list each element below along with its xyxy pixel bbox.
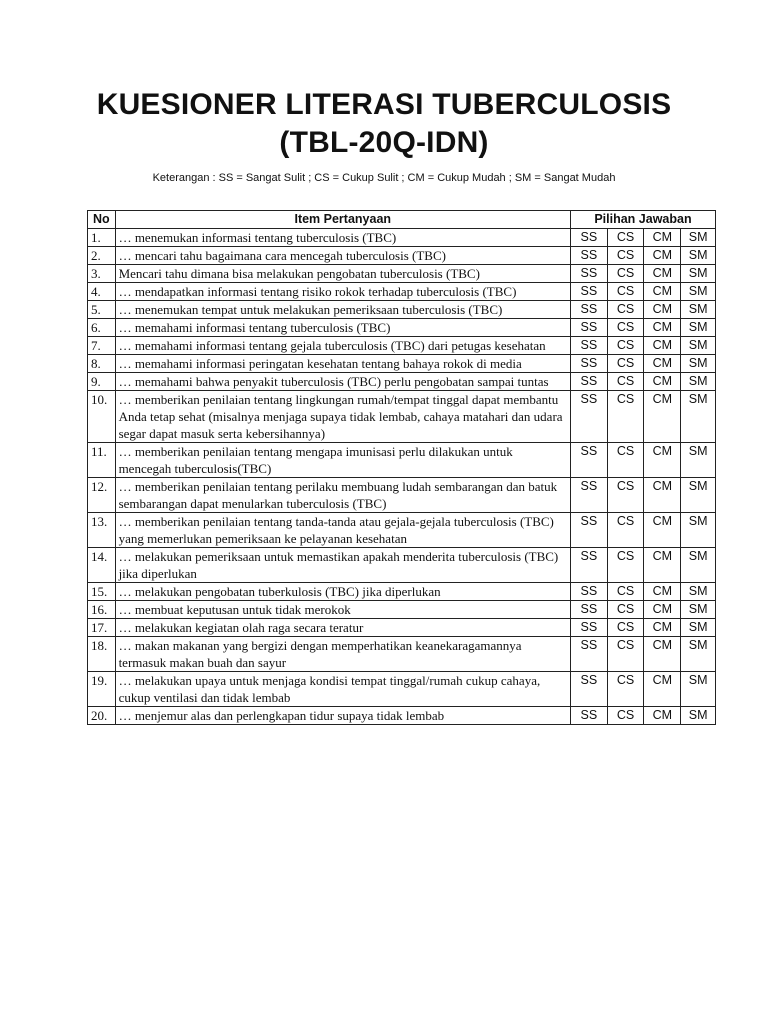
answer-option-cs[interactable]: CS [607, 619, 644, 637]
header-options: Pilihan Jawaban [570, 211, 715, 229]
answer-option-ss[interactable]: SS [570, 247, 607, 265]
answer-option-sm[interactable]: SM [681, 513, 716, 548]
row-number: 8. [88, 355, 116, 373]
answer-option-sm[interactable]: SM [681, 355, 716, 373]
header-item: Item Pertanyaan [115, 211, 570, 229]
table-row [88, 583, 716, 601]
table-row [88, 319, 716, 337]
answer-option-cm[interactable]: CM [644, 548, 681, 583]
question-text: … memahami informasi peringatan kesehatan tentang bahaya rokok di media [115, 355, 570, 373]
answer-option-sm[interactable]: SM [681, 672, 716, 707]
question-text: … melakukan kegiatan olah raga secara teratur [115, 619, 570, 637]
answer-option-cm[interactable]: CM [644, 229, 681, 247]
question-text: … melakukan pengobatan tuberkulosis (TBC) jika diperlukan [115, 583, 570, 601]
answer-option-cs[interactable]: CS [607, 707, 644, 725]
answer-option-cs[interactable]: CS [607, 337, 644, 355]
answer-option-ss[interactable]: SS [570, 391, 607, 443]
answer-option-cm[interactable]: CM [644, 672, 681, 707]
answer-option-sm[interactable]: SM [681, 707, 716, 725]
answer-option-cm[interactable]: CM [644, 337, 681, 355]
answer-option-ss[interactable]: SS [570, 637, 607, 672]
table-row [88, 229, 716, 247]
question-text: … memberikan penilaian tentang lingkungan rumah/tempat tinggal dapat membantu Anda tetap sehat (misalnya menjaga supaya tidak lembab, cahaya matahari dan udara segar dapat masuk serta kebersihannya) [115, 391, 570, 443]
answer-option-ss[interactable]: SS [570, 619, 607, 637]
row-number: 1. [88, 229, 116, 247]
answer-option-cs[interactable]: CS [607, 672, 644, 707]
row-number: 5. [88, 301, 116, 319]
question-text: … memahami informasi tentang tuberculosis (TBC) [115, 319, 570, 337]
question-text: … memahami bahwa penyakit tuberculosis (TBC) perlu pengobatan sampai tuntas [115, 373, 570, 391]
answer-option-cs[interactable]: CS [607, 583, 644, 601]
answer-option-ss[interactable]: SS [570, 707, 607, 725]
table-row [88, 337, 716, 355]
question-text: … melakukan pemeriksaan untuk memastikan apakah menderita tuberculosis (TBC) jika diperlukan [115, 548, 570, 583]
row-number: 7. [88, 337, 116, 355]
table-row [88, 391, 716, 443]
answer-option-ss[interactable]: SS [570, 513, 607, 548]
question-text: … melakukan upaya untuk menjaga kondisi tempat tinggal/rumah cukup cahaya, cukup ventilasi dan tidak lembab [115, 672, 570, 707]
table-row [88, 637, 716, 672]
answer-option-ss[interactable]: SS [570, 283, 607, 301]
table-row [88, 548, 716, 583]
answer-option-sm[interactable]: SM [681, 637, 716, 672]
row-number: 6. [88, 319, 116, 337]
answer-option-cm[interactable]: CM [644, 355, 681, 373]
document-subtitle: (TBL-20Q-IDN) [279, 126, 489, 159]
answer-option-cm[interactable]: CM [644, 247, 681, 265]
question-text: … memberikan penilaian tentang mengapa imunisasi perlu dilakukan untuk mencegah tuberculosis(TBC) [115, 443, 570, 478]
row-number: 3. [88, 265, 116, 283]
row-number: 14. [88, 548, 116, 583]
question-text: … memberikan penilaian tentang tanda-tanda atau gejala-gejala tuberculosis (TBC) yang memerlukan pemeriksaan ke pelayanan kesehatan [115, 513, 570, 548]
answer-option-sm[interactable]: SM [681, 301, 716, 319]
document-title: KUESIONER LITERASI TUBERCULOSIS [96, 88, 672, 121]
row-number: 10. [88, 391, 116, 443]
answer-option-ss[interactable]: SS [570, 337, 607, 355]
row-number: 4. [88, 283, 116, 301]
answer-option-cm[interactable]: CM [644, 478, 681, 513]
answer-option-cm[interactable]: CM [644, 619, 681, 637]
answer-option-sm[interactable]: SM [681, 337, 716, 355]
answer-option-ss[interactable]: SS [570, 583, 607, 601]
answer-option-sm[interactable]: SM [681, 443, 716, 478]
question-text: Mencari tahu dimana bisa melakukan pengobatan tuberculosis (TBC) [115, 265, 570, 283]
answer-option-ss[interactable]: SS [570, 229, 607, 247]
answer-option-cs[interactable]: CS [607, 391, 644, 443]
table-row [88, 619, 716, 637]
answer-option-cs[interactable]: CS [607, 513, 644, 548]
table-row [88, 478, 716, 513]
answer-option-sm[interactable]: SM [681, 229, 716, 247]
answer-option-ss[interactable]: SS [570, 301, 607, 319]
table-row [88, 301, 716, 319]
answer-option-cs[interactable]: CS [607, 301, 644, 319]
answer-option-cm[interactable]: CM [644, 391, 681, 443]
answer-option-ss[interactable]: SS [570, 601, 607, 619]
answer-option-cs[interactable]: CS [607, 229, 644, 247]
answer-option-cs[interactable]: CS [607, 247, 644, 265]
questionnaire-table [87, 210, 716, 725]
answer-option-ss[interactable]: SS [570, 548, 607, 583]
answer-option-sm[interactable]: SM [681, 319, 716, 337]
answer-option-ss[interactable]: SS [570, 478, 607, 513]
answer-option-ss[interactable]: SS [570, 319, 607, 337]
table-row [88, 672, 716, 707]
question-text: … mendapatkan informasi tentang risiko rokok terhadap tuberculosis (TBC) [115, 283, 570, 301]
answer-option-cm[interactable]: CM [644, 583, 681, 601]
row-number: 15. [88, 583, 116, 601]
question-text: … memberikan penilaian tentang perilaku membuang ludah sembarangan dan batuk sembarangan dapat menularkan tuberculosis (TBC) [115, 478, 570, 513]
row-number: 9. [88, 373, 116, 391]
table-row [88, 355, 716, 373]
row-number: 12. [88, 478, 116, 513]
answer-option-cs[interactable]: CS [607, 265, 644, 283]
answer-option-ss[interactable]: SS [570, 265, 607, 283]
answer-legend: Keterangan : SS = Sangat Sulit ; CS = Cukup Sulit ; CM = Cukup Mudah ; SM = Sangat Mudah [152, 172, 616, 184]
answer-option-cm[interactable]: CM [644, 513, 681, 548]
answer-option-cm[interactable]: CM [644, 301, 681, 319]
answer-option-cs[interactable]: CS [607, 548, 644, 583]
row-number: 20. [88, 707, 116, 725]
row-number: 13. [88, 513, 116, 548]
answer-option-sm[interactable]: SM [681, 247, 716, 265]
answer-option-cm[interactable]: CM [644, 601, 681, 619]
answer-option-ss[interactable]: SS [570, 672, 607, 707]
answer-option-cs[interactable]: CS [607, 637, 644, 672]
table-row [88, 707, 716, 725]
answer-option-sm[interactable]: SM [681, 373, 716, 391]
answer-option-cs[interactable]: CS [607, 601, 644, 619]
row-number: 2. [88, 247, 116, 265]
row-number: 16. [88, 601, 116, 619]
question-text: … makan makanan yang bergizi dengan memperhatikan keanekaragamannya termasuk makan buah dan sayur [115, 637, 570, 672]
answer-option-cs[interactable]: CS [607, 478, 644, 513]
answer-option-cs[interactable]: CS [607, 319, 644, 337]
table-row [88, 247, 716, 265]
answer-option-cm[interactable]: CM [644, 373, 681, 391]
answer-option-sm[interactable]: SM [681, 601, 716, 619]
answer-option-cs[interactable]: CS [607, 373, 644, 391]
question-text: … menjemur alas dan perlengkapan tidur supaya tidak lembab [115, 707, 570, 725]
answer-option-sm[interactable]: SM [681, 478, 716, 513]
answer-option-cs[interactable]: CS [607, 283, 644, 301]
row-number: 11. [88, 443, 116, 478]
answer-option-ss[interactable]: SS [570, 373, 607, 391]
table-row [88, 283, 716, 301]
row-number: 17. [88, 619, 116, 637]
answer-option-sm[interactable]: SM [681, 391, 716, 443]
answer-option-sm[interactable]: SM [681, 265, 716, 283]
table-row [88, 443, 716, 478]
answer-option-cm[interactable]: CM [644, 707, 681, 725]
answer-option-sm[interactable]: SM [681, 548, 716, 583]
answer-option-sm[interactable]: SM [681, 583, 716, 601]
table-row [88, 601, 716, 619]
answer-option-cm[interactable]: CM [644, 265, 681, 283]
answer-option-cm[interactable]: CM [644, 443, 681, 478]
answer-option-cm[interactable]: CM [644, 637, 681, 672]
table-body [88, 229, 716, 725]
question-text: … membuat keputusan untuk tidak merokok [115, 601, 570, 619]
header-no: No [88, 211, 116, 229]
answer-option-ss[interactable]: SS [570, 443, 607, 478]
row-number: 19. [88, 672, 116, 707]
table-row [88, 265, 716, 283]
answer-option-sm[interactable]: SM [681, 619, 716, 637]
table-row [88, 513, 716, 548]
question-text: … memahami informasi tentang gejala tuberculosis (TBC) dari petugas kesehatan [115, 337, 570, 355]
answer-option-cs[interactable]: CS [607, 355, 644, 373]
answer-option-ss[interactable]: SS [570, 355, 607, 373]
answer-option-cm[interactable]: CM [644, 319, 681, 337]
question-text: … menemukan tempat untuk melakukan pemeriksaan tuberculosis (TBC) [115, 301, 570, 319]
answer-option-cm[interactable]: CM [644, 283, 681, 301]
answer-option-cs[interactable]: CS [607, 443, 644, 478]
row-number: 18. [88, 637, 116, 672]
question-text: … mencari tahu bagaimana cara mencegah tuberculosis (TBC) [115, 247, 570, 265]
question-text: … menemukan informasi tentang tuberculosis (TBC) [115, 229, 570, 247]
answer-option-sm[interactable]: SM [681, 283, 716, 301]
table-header-row [88, 211, 716, 229]
table-row [88, 373, 716, 391]
